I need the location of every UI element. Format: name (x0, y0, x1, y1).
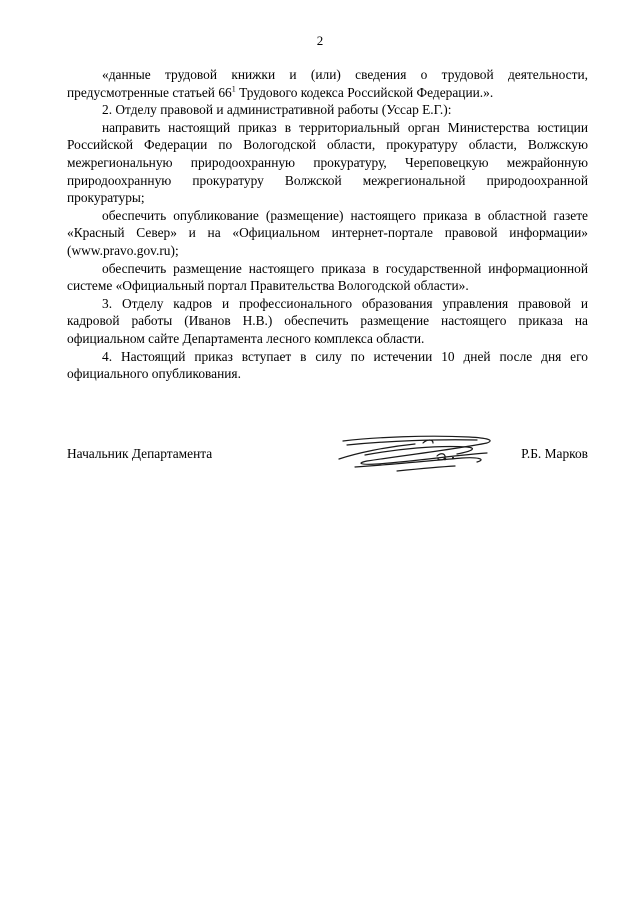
signer-name: Р.Б. Марков (521, 446, 588, 461)
paragraph-publish-order: обеспечить опубликование (размещение) настоящего приказа в областной газете «Красный Север» и на «Официальном интернет-портале правовой информации» (www.pravo.gov.ru); (67, 207, 588, 258)
paragraph-send-order: направить настоящий приказ в территориальный орган Министерства юстиции Российской Федерации по Вологодской области, прокуратуру области, Волжскую межрегиональную природоохранную прокуратуру, Череповецкую межрайонную природоохранную прокуратуру Волжской межрегиональной природоохранной прокуратуры; (67, 119, 588, 206)
paragraph-text: «данные трудовой книжки и (или) сведения о трудовой деятельности, предусмотренные статьей 66 (67, 67, 588, 100)
signer-title: Начальник Департамента (67, 446, 213, 461)
page-number: 2 (316, 33, 324, 48)
paragraph-item-2: 2. Отделу правовой и административной работы (Уссар Е.Г.): (102, 102, 452, 118)
superscript-article-index: 1 (231, 84, 236, 94)
document-body (67, 66, 588, 383)
paragraph-item-4: 4. Настоящий приказ вступает в силу по истечении 10 дней после дня его официального опубликования. (67, 348, 588, 382)
paragraph-item-3: 3. Отделу кадров и профессионального образования управления правовой и кадровой работы (Иванов Н.В.) обеспечить размещение настоящего приказа на официальном сайте Департамента лесного комплекса области. (67, 295, 588, 346)
paragraph-text: Трудового кодекса Российской Федерации.». (235, 84, 494, 100)
handwritten-signature (337, 431, 507, 477)
paragraph-place-order: обеспечить размещение настоящего приказа в государственной информационной системе «Официальный портал Правительства Вологодской области». (67, 260, 588, 294)
paragraph-amendment-quote (67, 66, 588, 101)
